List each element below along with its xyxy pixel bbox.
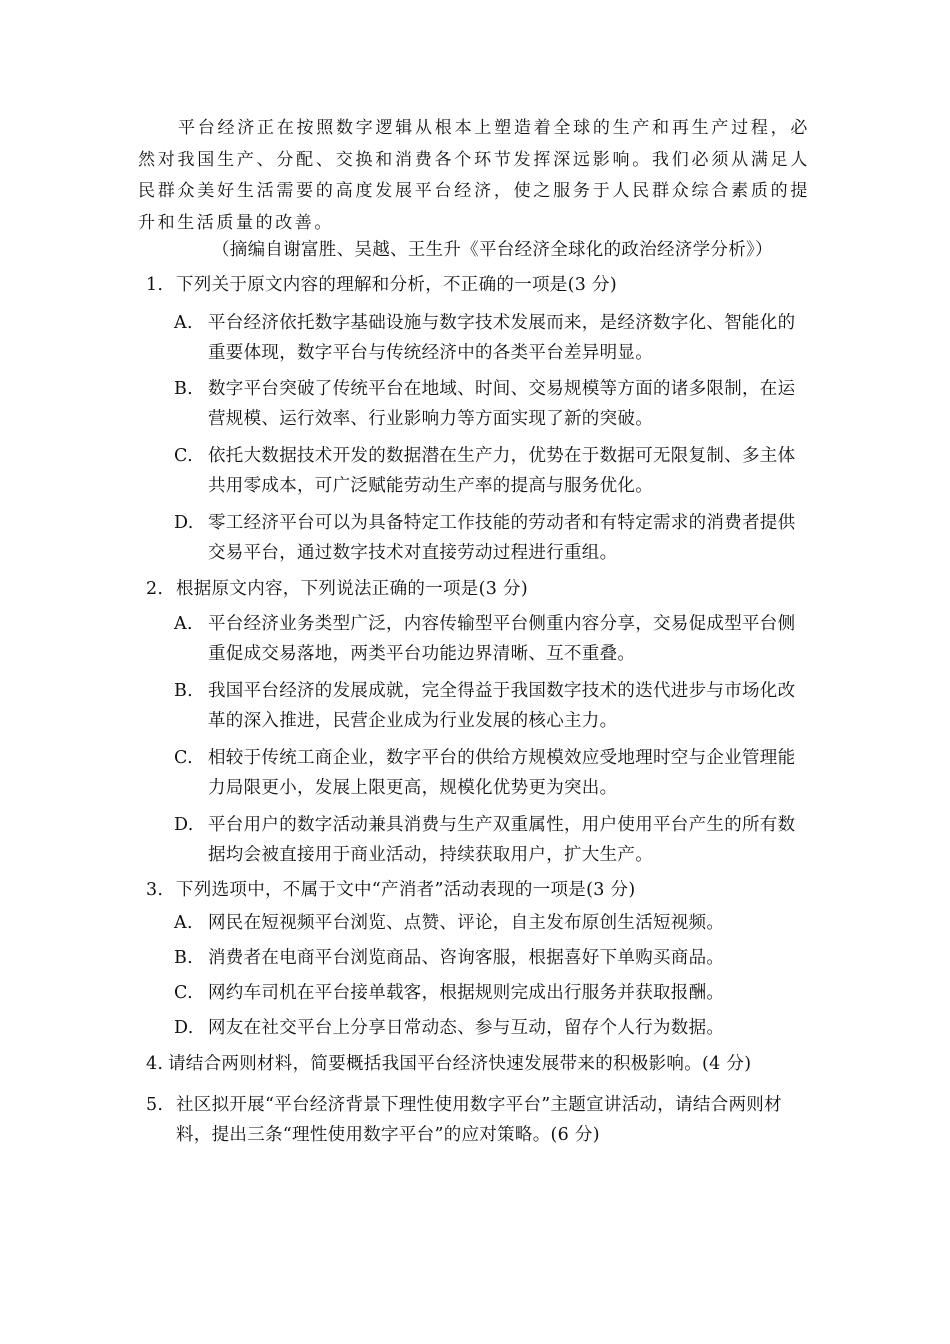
option-label: C. (174, 983, 193, 1003)
option-text: 消费者在电商平台浏览商品、咨询客服，根据喜好下单购买商品。 (208, 948, 725, 968)
q1-option-b (174, 374, 810, 434)
option-label: C. (174, 446, 193, 466)
question-number: 5. (146, 1095, 164, 1115)
question-number: 3. (146, 880, 164, 900)
q1-option-c (174, 441, 810, 501)
option-label: A. (174, 313, 193, 333)
option-text: 相较于传统工商企业，数字平台的供给方规模效应受地理时空与企业管理能力局限更小，发展上限更高，规模化优势更为突出。 (208, 748, 796, 798)
option-text: 平台经济依托数字基础设施与数字技术发展而来，是经济数字化、智能化的重要体现，数字平台与传统经济中的各类平台差异明显。 (208, 313, 796, 363)
option-label: A. (174, 614, 193, 634)
q3-option-d (174, 1013, 810, 1043)
option-text: 数字平台突破了传统平台在地域、时间、交易规模等方面的诸多限制，在运营规模、运行效率、行业影响力等方面实现了新的突破。 (208, 379, 796, 429)
question-text: 下列选项中，不属于文中“产消者”活动表现的一项是(3 分) (176, 880, 636, 900)
question-number: 2. (146, 579, 164, 599)
q2-option-d (174, 810, 810, 870)
question-text: 社区拟开展“平台经济背景下理性使用数字平台”主题宣讲活动，请结合两则材料，提出三条“理性使用数字平台”的应对策略。(6 分) (176, 1095, 782, 1145)
option-text: 我国平台经济的发展成就，完全得益于我国数字技术的迭代进步与市场化改革的深入推进，民营企业成为行业发展的核心主力。 (208, 681, 796, 731)
q3-option-c (174, 978, 810, 1008)
q1-option-a (174, 308, 810, 368)
q3-option-b (174, 943, 810, 973)
option-label: A. (174, 913, 193, 933)
option-text: 平台用户的数字活动兼具消费与生产双重属性，用户使用平台产生的所有数据均会被直接用于商业活动，持续获取用户，扩大生产。 (208, 815, 796, 865)
q2-option-b (174, 676, 810, 736)
question-5 (146, 1090, 810, 1150)
option-label: C. (174, 748, 193, 768)
option-text: 零工经济平台可以为具备特定工作技能的劳动者和有特定需求的消费者提供交易平台，通过数字技术对直接劳动过程进行重组。 (208, 513, 796, 563)
question-text: 请结合两则材料，简要概括我国平台经济快速发展带来的积极影响。(4 分) (168, 1054, 752, 1074)
q1-option-d (174, 508, 810, 568)
question-3 (146, 877, 810, 903)
question-4 (146, 1051, 810, 1077)
option-label: B. (174, 948, 194, 968)
option-label: B. (174, 681, 194, 701)
question-text: 根据原文内容，下列说法正确的一项是(3 分) (176, 579, 528, 599)
question-2 (146, 576, 810, 602)
option-text: 依托大数据技术开发的数据潜在生产力，优势在于数据可无限复制、多主体共用零成本，可广泛赋能劳动生产率的提高与服务优化。 (208, 446, 796, 496)
option-label: B. (174, 379, 194, 399)
q2-option-c (174, 743, 810, 803)
question-number: 1. (146, 275, 164, 295)
option-label: D. (174, 815, 194, 835)
option-label: D. (174, 1018, 194, 1038)
option-label: D. (174, 513, 194, 533)
question-1 (146, 272, 810, 298)
q2-option-a (174, 609, 810, 669)
q3-option-a (174, 908, 810, 938)
question-number: 4. (146, 1054, 164, 1074)
option-text: 网友在社交平台上分享日常动态、参与互动，留存个人行为数据。 (208, 1018, 725, 1038)
option-text: 平台经济业务类型广泛，内容传输型平台侧重内容分享，交易促成型平台侧重促成交易落地，两类平台功能边界清晰、互不重叠。 (208, 614, 796, 664)
passage-paragraph: 平台经济正在按照数字逻辑从根本上塑造着全球的生产和再生产过程，必然对我国生产、分配、交换和消费各个环节发挥深远影响。我们必须从满足人民群众美好生活需要的高度发展平台经济，使之服务于人民群众综合素质的提升和生活质量的改善。 (138, 118, 810, 233)
option-text: 网约车司机在平台接单载客，根据规则完成出行服务并获取报酬。 (208, 983, 725, 1003)
question-text: 下列关于原文内容的理解和分析，不正确的一项是(3 分) (176, 275, 617, 295)
source-citation: （摘编自谢富胜、吴越、王生升《平台经济全球化的政治经济学分析》） (212, 240, 773, 260)
option-text: 网民在短视频平台浏览、点赞、评论，自主发布原创生活短视频。 (208, 913, 725, 933)
